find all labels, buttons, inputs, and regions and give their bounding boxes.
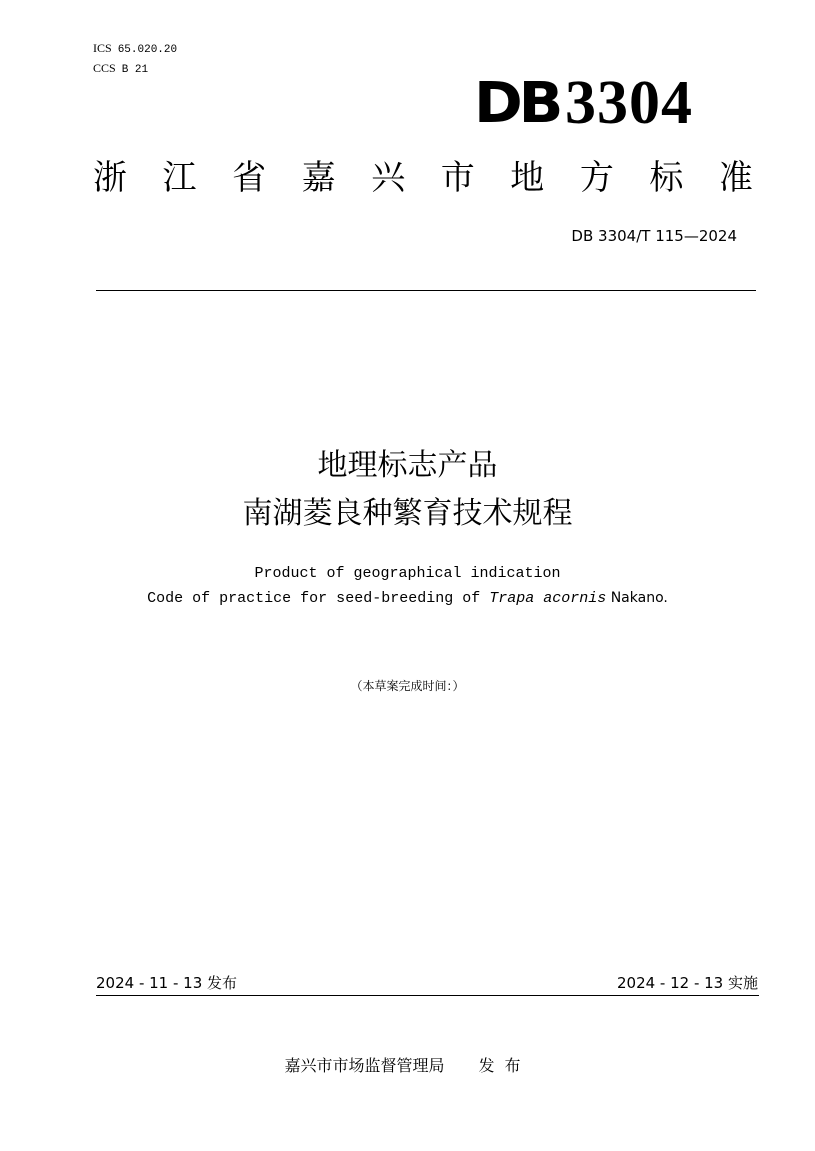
standard-name-char: 江 <box>162 158 197 198</box>
ics-code: 65.020.20 <box>117 44 178 56</box>
db-prefix: DB <box>473 71 560 136</box>
standard-name-char: 兴 <box>371 158 406 198</box>
draft-note: （本草案完成时间：） <box>350 679 465 693</box>
standard-name-char: 市 <box>440 158 475 198</box>
publish-date: 2024 - 11 - 13 发布 <box>96 974 238 992</box>
issuer-line <box>0 1055 815 1077</box>
implement-date: 2024 - 12 - 13 实施 <box>616 974 758 992</box>
standard-name-char: 浙 <box>93 158 127 198</box>
title-cn-line2: 南湖菱良种繁育技术规程 <box>242 496 573 531</box>
standard-number: DB 3304/T 115—2024 <box>571 227 737 245</box>
issuer-name: 嘉兴市市场监督管理局 <box>284 1056 445 1075</box>
standard-name-char: 省 <box>232 158 267 198</box>
species-name: Trapa acornis <box>489 590 607 607</box>
ccs-line <box>93 61 148 77</box>
db-region-code: 3304 <box>565 69 693 137</box>
footer-divider <box>96 995 759 996</box>
standard-name-char: 标 <box>649 158 684 198</box>
header-divider <box>96 290 756 291</box>
standard-name-char: 地 <box>510 158 545 198</box>
title-en-line1: Product of geographical indication <box>254 565 561 582</box>
ccs-label: CCS <box>93 61 116 75</box>
issuer-action: 发布 <box>478 1056 531 1075</box>
ccs-code: B 21 <box>121 64 149 76</box>
ics-label: ICS <box>93 41 112 55</box>
standard-name-char: 准 <box>718 158 753 198</box>
title-en-prefix: Code of practice for seed-breeding of <box>147 590 490 607</box>
standard-name <box>93 156 753 200</box>
title-en-line2 <box>0 586 815 611</box>
standard-name-char: 嘉 <box>301 158 336 198</box>
title-en-suffix: Nakano. <box>606 590 668 606</box>
ics-line <box>93 41 177 57</box>
db-code-mark <box>473 69 693 137</box>
standard-name-char: 方 <box>579 158 614 198</box>
title-cn-line1: 地理标志产品 <box>317 448 498 483</box>
